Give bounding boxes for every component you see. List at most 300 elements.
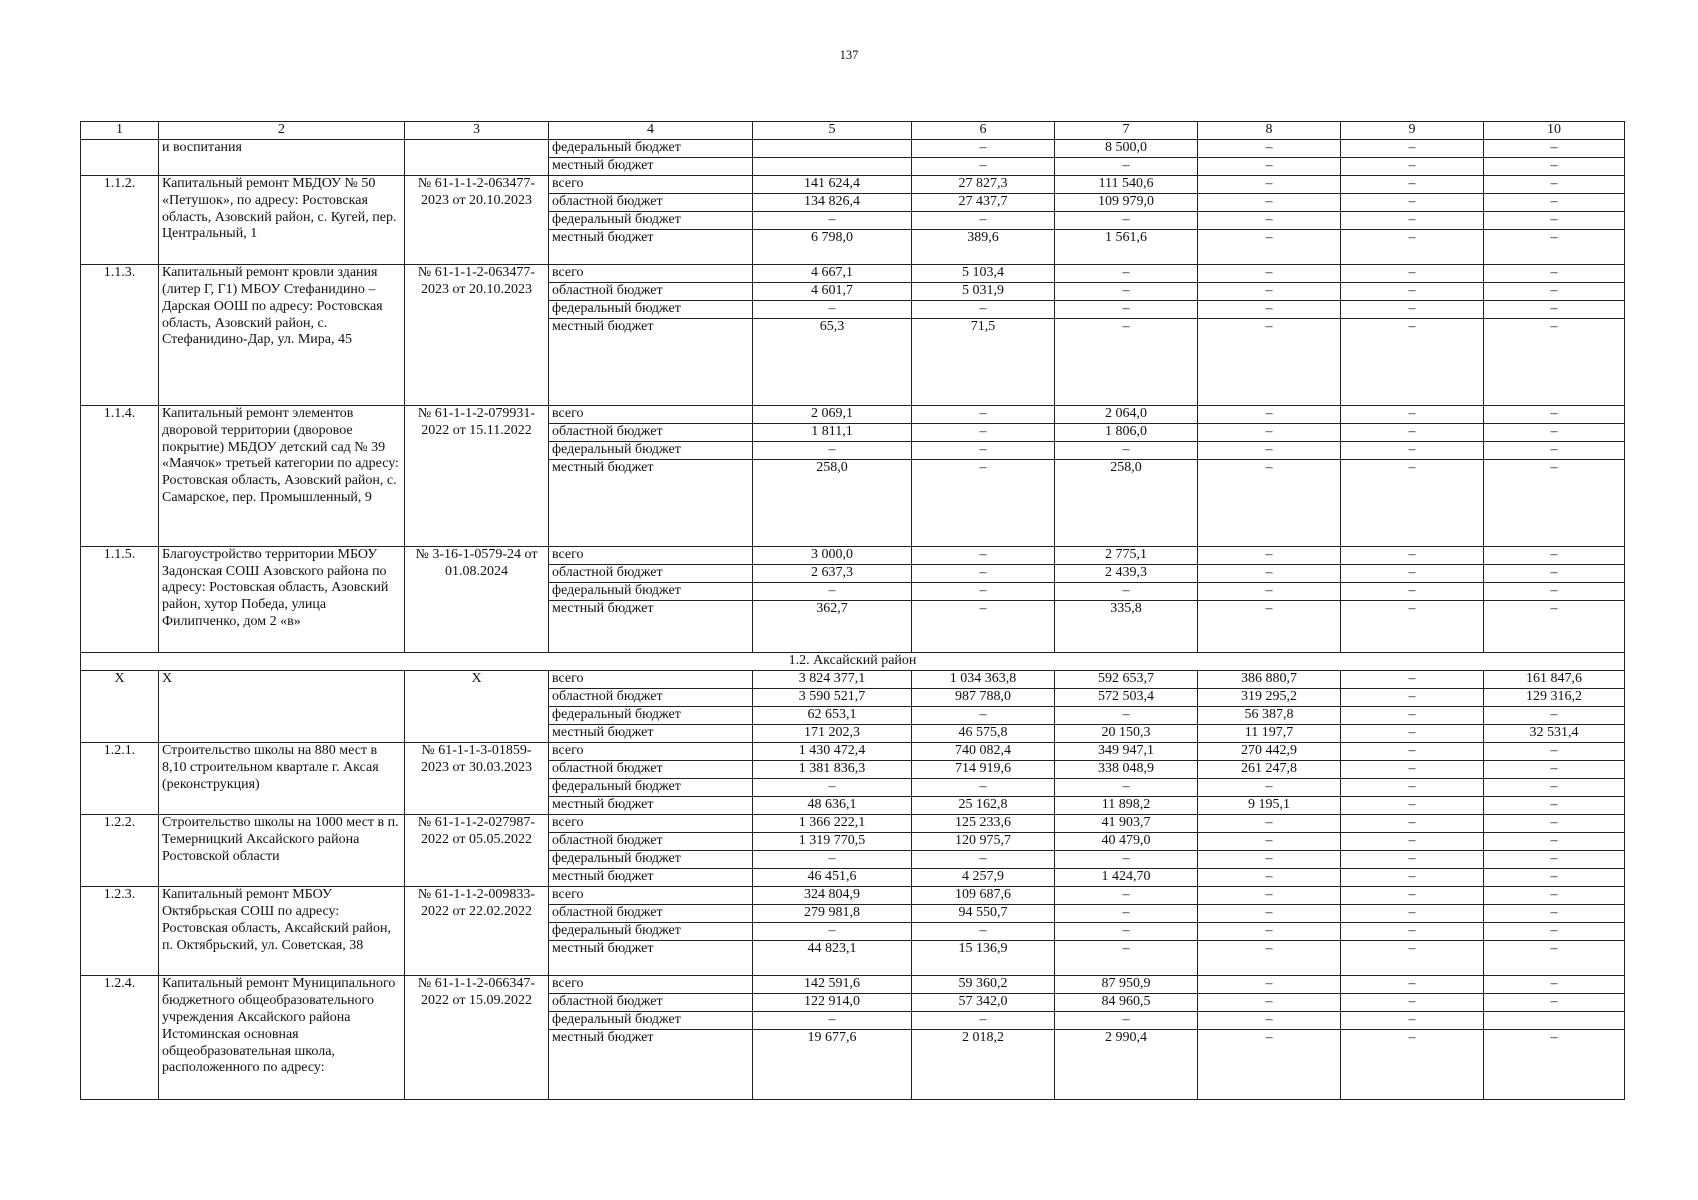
amount-cell: 319 295,2 xyxy=(1198,689,1341,707)
column-header-7: 7 xyxy=(1055,122,1198,140)
item-number: 1.2.3. xyxy=(81,887,159,976)
table-row xyxy=(81,887,1625,905)
amount-cell: – xyxy=(1341,441,1484,459)
funding-source: местный бюджет xyxy=(549,158,753,176)
amount-cell: – xyxy=(1198,923,1341,941)
table-row xyxy=(81,815,1625,833)
amount-cell: 40 479,0 xyxy=(1055,833,1198,851)
amount-cell: 4 601,7 xyxy=(753,283,912,301)
amount-cell: – xyxy=(1341,1012,1484,1030)
amount-cell: – xyxy=(1484,176,1625,194)
funding-source: областной бюджет xyxy=(549,423,753,441)
funding-source: местный бюджет xyxy=(549,725,753,743)
amount-cell: – xyxy=(1484,905,1625,923)
amount-cell: – xyxy=(912,423,1055,441)
table-row xyxy=(81,265,1625,283)
item-number: Х xyxy=(81,671,159,743)
column-header-8: 8 xyxy=(1198,122,1341,140)
amount-cell: 11 197,7 xyxy=(1198,725,1341,743)
amount-cell: – xyxy=(1198,851,1341,869)
amount-cell: – xyxy=(1341,582,1484,600)
amount-cell: – xyxy=(1198,941,1341,976)
amount-cell: – xyxy=(1484,707,1625,725)
amount-cell: – xyxy=(753,212,912,230)
amount-cell: 46 451,6 xyxy=(753,869,912,887)
amount-cell: 4 667,1 xyxy=(753,265,912,283)
amount-cell: – xyxy=(1484,833,1625,851)
funding-source: федеральный бюджет xyxy=(549,582,753,600)
amount-cell: – xyxy=(753,441,912,459)
amount-cell: – xyxy=(1198,905,1341,923)
amount-cell: 71,5 xyxy=(912,319,1055,406)
amount-cell: – xyxy=(912,1012,1055,1030)
amount-cell: – xyxy=(1198,833,1341,851)
amount-cell: – xyxy=(1484,265,1625,283)
funding-source: федеральный бюджет xyxy=(549,1012,753,1030)
column-header-6: 6 xyxy=(912,122,1055,140)
amount-cell xyxy=(753,140,912,158)
table-row xyxy=(81,976,1625,994)
funding-source: федеральный бюджет xyxy=(549,779,753,797)
amount-cell: – xyxy=(1055,887,1198,905)
amount-cell: – xyxy=(1484,230,1625,265)
amount-cell: – xyxy=(1198,887,1341,905)
amount-cell: – xyxy=(1055,265,1198,283)
amount-cell: 338 048,9 xyxy=(1055,761,1198,779)
amount-cell: – xyxy=(1198,405,1341,423)
table-row xyxy=(81,405,1625,423)
amount-cell: – xyxy=(1484,743,1625,761)
amount-cell: 2 439,3 xyxy=(1055,564,1198,582)
amount-cell: 740 082,4 xyxy=(912,743,1055,761)
amount-cell: 134 826,4 xyxy=(753,194,912,212)
amount-cell: – xyxy=(1055,283,1198,301)
amount-cell: – xyxy=(1198,441,1341,459)
amount-cell: 41 903,7 xyxy=(1055,815,1198,833)
amount-cell: – xyxy=(1484,158,1625,176)
amount-cell: 3 590 521,7 xyxy=(753,689,912,707)
amount-cell: – xyxy=(1055,582,1198,600)
amount-cell: – xyxy=(1198,546,1341,564)
item-name: Капитальный ремонт кровли здания (литер Г, Г1) МБОУ Стефанидино – Дарская ООШ по адресу: Ростовская область, Азовский район, с. Стефанидино-Дар, ул. Мира, 45 xyxy=(159,265,405,406)
amount-cell: – xyxy=(912,779,1055,797)
funding-source: областной бюджет xyxy=(549,194,753,212)
column-header-2: 2 xyxy=(159,122,405,140)
amount-cell: – xyxy=(1341,869,1484,887)
amount-cell: – xyxy=(912,851,1055,869)
amount-cell: – xyxy=(1484,212,1625,230)
amount-cell: – xyxy=(1484,564,1625,582)
amount-cell: 57 342,0 xyxy=(912,994,1055,1012)
funding-source: областной бюджет xyxy=(549,833,753,851)
amount-cell: – xyxy=(1055,923,1198,941)
amount-cell: – xyxy=(1484,994,1625,1012)
amount-cell: – xyxy=(1341,707,1484,725)
amount-cell: – xyxy=(1341,779,1484,797)
amount-cell: 324 804,9 xyxy=(753,887,912,905)
table-row xyxy=(81,140,1625,158)
funding-source: областной бюджет xyxy=(549,761,753,779)
item-name: Х xyxy=(159,671,405,743)
funding-source: областной бюджет xyxy=(549,905,753,923)
funding-source: всего xyxy=(549,546,753,564)
amount-cell: 2 637,3 xyxy=(753,564,912,582)
amount-cell: – xyxy=(1341,140,1484,158)
table-row xyxy=(81,671,1625,689)
funding-source: местный бюджет xyxy=(549,869,753,887)
amount-cell: 129 316,2 xyxy=(1484,689,1625,707)
amount-cell: 987 788,0 xyxy=(912,689,1055,707)
amount-cell: 8 500,0 xyxy=(1055,140,1198,158)
document-number: № 61-1-1-2-063477-2023 от 20.10.2023 xyxy=(405,265,549,406)
amount-cell: 1 811,1 xyxy=(753,423,912,441)
amount-cell: 1 806,0 xyxy=(1055,423,1198,441)
amount-cell: – xyxy=(912,441,1055,459)
amount-cell xyxy=(753,158,912,176)
funding-source: областной бюджет xyxy=(549,283,753,301)
table-row xyxy=(81,176,1625,194)
amount-cell: – xyxy=(1341,689,1484,707)
amount-cell: – xyxy=(1484,600,1625,652)
document-number: № 61-1-1-2-079931-2022 от 15.11.2022 xyxy=(405,405,549,546)
amount-cell: – xyxy=(1055,905,1198,923)
amount-cell: – xyxy=(1341,564,1484,582)
amount-cell: – xyxy=(1055,941,1198,976)
amount-cell: – xyxy=(753,301,912,319)
amount-cell: – xyxy=(1341,833,1484,851)
amount-cell: 1 430 472,4 xyxy=(753,743,912,761)
amount-cell: 48 636,1 xyxy=(753,797,912,815)
column-header-1: 1 xyxy=(81,122,159,140)
amount-cell: – xyxy=(1484,797,1625,815)
amount-cell: 1 424,70 xyxy=(1055,869,1198,887)
amount-cell: – xyxy=(1198,283,1341,301)
funding-source: областной бюджет xyxy=(549,689,753,707)
amount-cell: – xyxy=(1484,459,1625,546)
amount-cell: 20 150,3 xyxy=(1055,725,1198,743)
amount-cell: 141 624,4 xyxy=(753,176,912,194)
amount-cell: 122 914,0 xyxy=(753,994,912,1012)
amount-cell: 3 000,0 xyxy=(753,546,912,564)
amount-cell: 111 540,6 xyxy=(1055,176,1198,194)
amount-cell: 171 202,3 xyxy=(753,725,912,743)
amount-cell: 11 898,2 xyxy=(1055,797,1198,815)
amount-cell: – xyxy=(1055,779,1198,797)
amount-cell: – xyxy=(1341,319,1484,406)
amount-cell: – xyxy=(912,546,1055,564)
column-header-4: 4 xyxy=(549,122,753,140)
amount-cell: 3 824 377,1 xyxy=(753,671,912,689)
amount-cell: 1 381 836,3 xyxy=(753,761,912,779)
amount-cell: – xyxy=(753,923,912,941)
amount-cell: – xyxy=(1341,941,1484,976)
amount-cell: – xyxy=(1341,600,1484,652)
amount-cell: – xyxy=(1484,887,1625,905)
amount-cell: 270 442,9 xyxy=(1198,743,1341,761)
amount-cell: – xyxy=(1055,851,1198,869)
amount-cell: – xyxy=(1055,319,1198,406)
funding-source: местный бюджет xyxy=(549,797,753,815)
amount-cell: 4 257,9 xyxy=(912,869,1055,887)
amount-cell: – xyxy=(1341,1030,1484,1100)
budget-table xyxy=(80,121,1625,1100)
amount-cell: – xyxy=(912,301,1055,319)
amount-cell: – xyxy=(1341,405,1484,423)
amount-cell: 1 034 363,8 xyxy=(912,671,1055,689)
amount-cell: – xyxy=(1484,815,1625,833)
amount-cell: – xyxy=(1198,301,1341,319)
amount-cell: – xyxy=(1484,546,1625,564)
amount-cell: – xyxy=(1198,459,1341,546)
amount-cell: 1 366 222,1 xyxy=(753,815,912,833)
amount-cell: – xyxy=(1341,546,1484,564)
item-number: 1.1.2. xyxy=(81,176,159,265)
amount-cell: 389,6 xyxy=(912,230,1055,265)
funding-source: федеральный бюджет xyxy=(549,140,753,158)
amount-cell: – xyxy=(753,582,912,600)
column-header-3: 3 xyxy=(405,122,549,140)
amount-cell: – xyxy=(1198,1012,1341,1030)
amount-cell: – xyxy=(1198,194,1341,212)
amount-cell: – xyxy=(1484,194,1625,212)
amount-cell: – xyxy=(1198,230,1341,265)
amount-cell: 714 919,6 xyxy=(912,761,1055,779)
amount-cell: – xyxy=(1198,815,1341,833)
amount-cell: 15 136,9 xyxy=(912,941,1055,976)
amount-cell: – xyxy=(1198,600,1341,652)
amount-cell: 1 561,6 xyxy=(1055,230,1198,265)
amount-cell: – xyxy=(1341,459,1484,546)
document-number: № 61-1-1-2-009833-2022 от 22.02.2022 xyxy=(405,887,549,976)
document-number: Х xyxy=(405,671,549,743)
amount-cell: – xyxy=(1341,851,1484,869)
item-name: и воспитания xyxy=(159,140,405,176)
amount-cell: 142 591,6 xyxy=(753,976,912,994)
funding-source: всего xyxy=(549,176,753,194)
amount-cell: – xyxy=(1484,779,1625,797)
amount-cell: – xyxy=(1341,815,1484,833)
document-number: № 3-16-1-0579-24 от 01.08.2024 xyxy=(405,546,549,652)
amount-cell: 87 950,9 xyxy=(1055,976,1198,994)
amount-cell: 258,0 xyxy=(1055,459,1198,546)
column-header-10: 10 xyxy=(1484,122,1625,140)
amount-cell: – xyxy=(1341,176,1484,194)
amount-cell: – xyxy=(1484,319,1625,406)
funding-source: всего xyxy=(549,976,753,994)
amount-cell: – xyxy=(1341,923,1484,941)
amount-cell: – xyxy=(753,1012,912,1030)
amount-cell: 125 233,6 xyxy=(912,815,1055,833)
amount-cell: – xyxy=(1484,441,1625,459)
funding-source: федеральный бюджет xyxy=(549,301,753,319)
amount-cell: – xyxy=(1198,1030,1341,1100)
amount-cell: – xyxy=(1341,265,1484,283)
amount-cell: – xyxy=(1484,582,1625,600)
amount-cell: – xyxy=(1484,941,1625,976)
page-number: 137 xyxy=(839,48,859,62)
item-name: Благоустройство территории МБОУ Задонская СОШ Азовского района по адресу: Ростовская область, Азовский район, хутор Победа, улица Филипченко, дом 2 «в» xyxy=(159,546,405,652)
amount-cell: 386 880,7 xyxy=(1198,671,1341,689)
amount-cell: 2 990,4 xyxy=(1055,1030,1198,1100)
document-number: № 61-1-1-2-027987-2022 от 05.05.2022 xyxy=(405,815,549,887)
amount-cell: – xyxy=(1484,283,1625,301)
amount-cell: 5 031,9 xyxy=(912,283,1055,301)
item-number: 1.2.1. xyxy=(81,743,159,815)
amount-cell: 120 975,7 xyxy=(912,833,1055,851)
amount-cell: – xyxy=(1341,797,1484,815)
funding-source: местный бюджет xyxy=(549,319,753,406)
amount-cell: – xyxy=(1055,301,1198,319)
amount-cell: – xyxy=(1341,994,1484,1012)
amount-cell: – xyxy=(912,600,1055,652)
amount-cell: – xyxy=(1055,158,1198,176)
amount-cell: – xyxy=(1198,976,1341,994)
amount-cell: 27 437,7 xyxy=(912,194,1055,212)
amount-cell: 56 387,8 xyxy=(1198,707,1341,725)
amount-cell: – xyxy=(1198,158,1341,176)
amount-cell: 44 823,1 xyxy=(753,941,912,976)
amount-cell: 25 162,8 xyxy=(912,797,1055,815)
section-row xyxy=(81,653,1625,671)
amount-cell: – xyxy=(1198,265,1341,283)
amount-cell: – xyxy=(1341,905,1484,923)
amount-cell: – xyxy=(1484,1030,1625,1100)
funding-source: всего xyxy=(549,743,753,761)
amount-cell: – xyxy=(912,140,1055,158)
amount-cell: – xyxy=(912,564,1055,582)
amount-cell: – xyxy=(1341,283,1484,301)
item-number: 1.1.4. xyxy=(81,405,159,546)
document-number: № 61-1-1-2-066347-2022 от 15.09.2022 xyxy=(405,976,549,1100)
item-name: Строительство школы на 880 мест в 8,10 строительном квартале г. Аксая (реконструкция) xyxy=(159,743,405,815)
amount-cell: 2 064,0 xyxy=(1055,405,1198,423)
amount-cell: 62 653,1 xyxy=(753,707,912,725)
amount-cell: – xyxy=(1484,405,1625,423)
item-number: 1.2.4. xyxy=(81,976,159,1100)
amount-cell: 94 550,7 xyxy=(912,905,1055,923)
column-number-row xyxy=(81,122,1625,140)
amount-cell: 84 960,5 xyxy=(1055,994,1198,1012)
amount-cell: – xyxy=(1341,761,1484,779)
amount-cell: – xyxy=(1341,671,1484,689)
item-name: Капитальный ремонт МБОУ Октябрьская СОШ по адресу: Ростовская область, Аксайский район, п. Октябрьский, ул. Советская, 38 xyxy=(159,887,405,976)
funding-source: областной бюджет xyxy=(549,994,753,1012)
amount-cell: 65,3 xyxy=(753,319,912,406)
funding-source: федеральный бюджет xyxy=(549,923,753,941)
amount-cell: – xyxy=(1484,301,1625,319)
amount-cell: 2 069,1 xyxy=(753,405,912,423)
amount-cell: – xyxy=(1341,976,1484,994)
funding-source: всего xyxy=(549,815,753,833)
amount-cell: 362,7 xyxy=(753,600,912,652)
amount-cell: – xyxy=(1484,923,1625,941)
amount-cell: – xyxy=(1484,140,1625,158)
document-number: № 61-1-1-2-063477-2023 от 20.10.2023 xyxy=(405,176,549,265)
amount-cell: – xyxy=(1198,994,1341,1012)
funding-source: местный бюджет xyxy=(549,600,753,652)
column-header-9: 9 xyxy=(1341,122,1484,140)
amount-cell: 258,0 xyxy=(753,459,912,546)
amount-cell: – xyxy=(1341,212,1484,230)
amount-cell: – xyxy=(1198,423,1341,441)
table-row xyxy=(81,546,1625,564)
amount-cell: – xyxy=(1198,564,1341,582)
amount-cell: – xyxy=(1198,176,1341,194)
amount-cell: – xyxy=(912,212,1055,230)
amount-cell: 335,8 xyxy=(1055,600,1198,652)
amount-cell: 5 103,4 xyxy=(912,265,1055,283)
amount-cell: 46 575,8 xyxy=(912,725,1055,743)
amount-cell: 9 195,1 xyxy=(1198,797,1341,815)
amount-cell: – xyxy=(1198,779,1341,797)
amount-cell: 161 847,6 xyxy=(1484,671,1625,689)
table-row xyxy=(81,743,1625,761)
amount-cell: – xyxy=(1341,887,1484,905)
amount-cell: – xyxy=(1484,761,1625,779)
amount-cell: 279 981,8 xyxy=(753,905,912,923)
funding-source: областной бюджет xyxy=(549,564,753,582)
funding-source: всего xyxy=(549,671,753,689)
amount-cell: – xyxy=(912,459,1055,546)
amount-cell: 2 018,2 xyxy=(912,1030,1055,1100)
amount-cell: – xyxy=(912,405,1055,423)
funding-source: федеральный бюджет xyxy=(549,212,753,230)
amount-cell: – xyxy=(1341,194,1484,212)
document-number: № 61-1-1-3-01859-2023 от 30.03.2023 xyxy=(405,743,549,815)
funding-source: всего xyxy=(549,887,753,905)
amount-cell: – xyxy=(1484,423,1625,441)
amount-cell: 27 827,3 xyxy=(912,176,1055,194)
amount-cell: – xyxy=(1484,976,1625,994)
amount-cell: 2 775,1 xyxy=(1055,546,1198,564)
amount-cell: 1 319 770,5 xyxy=(753,833,912,851)
item-number: 1.1.5. xyxy=(81,546,159,652)
amount-cell: – xyxy=(1055,707,1198,725)
funding-source: всего xyxy=(549,405,753,423)
amount-cell: – xyxy=(912,158,1055,176)
amount-cell xyxy=(1484,1012,1625,1030)
amount-cell: – xyxy=(1341,158,1484,176)
amount-cell: – xyxy=(1198,212,1341,230)
amount-cell: – xyxy=(912,923,1055,941)
amount-cell: 261 247,8 xyxy=(1198,761,1341,779)
item-number xyxy=(81,140,159,176)
funding-source: местный бюджет xyxy=(549,230,753,265)
amount-cell: – xyxy=(1198,140,1341,158)
amount-cell: 592 653,7 xyxy=(1055,671,1198,689)
item-number: 1.1.3. xyxy=(81,265,159,406)
column-header-5: 5 xyxy=(753,122,912,140)
funding-source: федеральный бюджет xyxy=(549,707,753,725)
amount-cell: – xyxy=(1055,441,1198,459)
amount-cell: – xyxy=(1341,230,1484,265)
item-number: 1.2.2. xyxy=(81,815,159,887)
amount-cell: 109 979,0 xyxy=(1055,194,1198,212)
amount-cell: – xyxy=(1341,743,1484,761)
amount-cell: – xyxy=(753,851,912,869)
amount-cell: – xyxy=(912,582,1055,600)
amount-cell: 59 360,2 xyxy=(912,976,1055,994)
amount-cell: – xyxy=(1484,869,1625,887)
amount-cell: 572 503,4 xyxy=(1055,689,1198,707)
amount-cell: – xyxy=(1055,212,1198,230)
amount-cell: – xyxy=(1198,582,1341,600)
amount-cell: 19 677,6 xyxy=(753,1030,912,1100)
amount-cell: – xyxy=(912,707,1055,725)
amount-cell: 109 687,6 xyxy=(912,887,1055,905)
amount-cell: – xyxy=(1198,319,1341,406)
item-name: Строительство школы на 1000 мест в п. Темерницкий Аксайского района Ростовской области xyxy=(159,815,405,887)
